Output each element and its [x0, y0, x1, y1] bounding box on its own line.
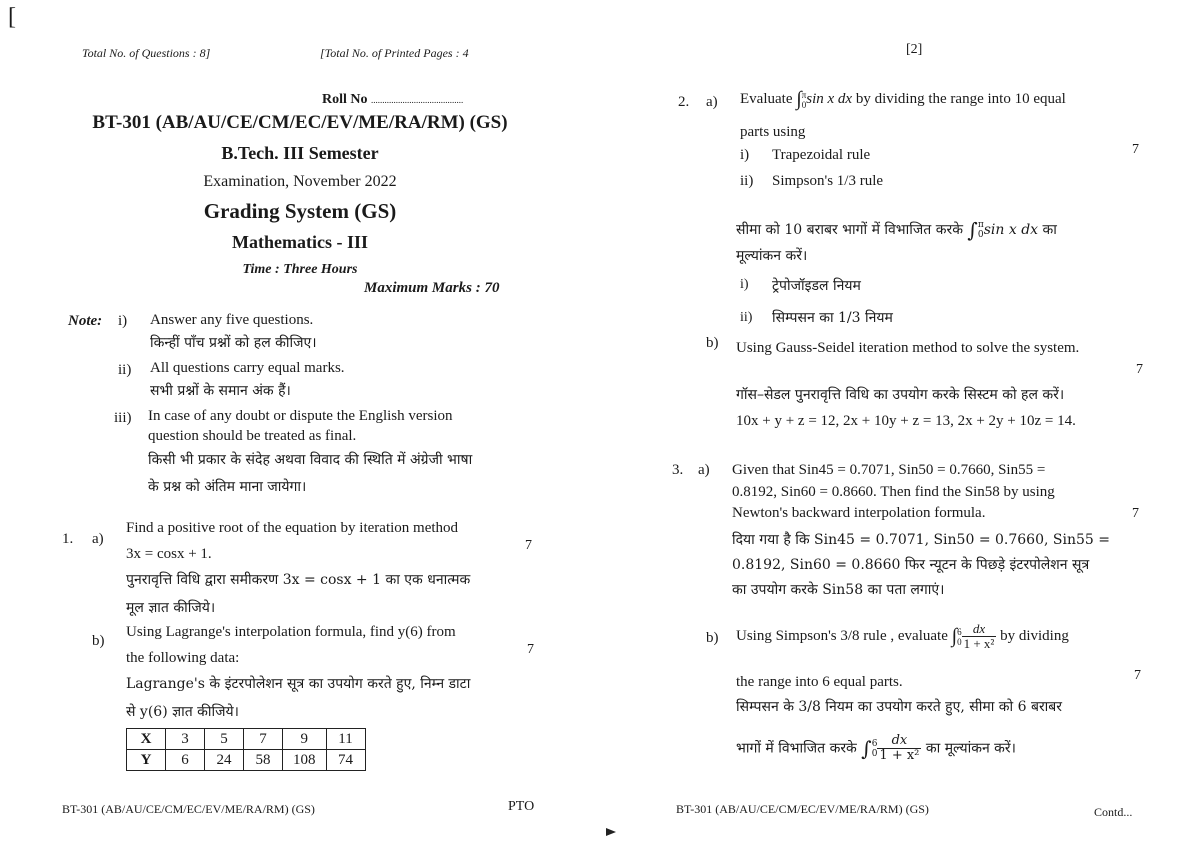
q1a-hi2: मूल ज्ञात कीजिये।	[126, 600, 216, 616]
q3-number: 3.	[672, 462, 684, 478]
integral-limits: π 0	[977, 220, 984, 240]
right-footer-code: BT-301 (AB/AU/CE/CM/EC/EV/ME/RA/RM) (GS)	[676, 802, 929, 816]
q3b-en1: Using Simpson's 3/8 rule , evaluate ∫ 6 0 $\frac{dx}{\text{1 + x²}}$ by dividing	[736, 621, 1069, 651]
table-cell: 3	[166, 729, 205, 750]
table-cell: Y	[127, 750, 166, 771]
q2b-marks: 7	[1136, 362, 1143, 377]
table-cell: 24	[205, 750, 244, 771]
note-1-en: Answer any five questions.	[150, 312, 314, 328]
q2b-en: Using Gauss-Seidel iteration method to solve the system.	[736, 340, 1080, 356]
table-cell: 108	[283, 750, 327, 771]
table-cell: 11	[326, 729, 365, 750]
corner-mark: [	[8, 4, 16, 30]
q1a-en1: Find a positive root of the equation by iteration method	[126, 520, 459, 536]
integral-sign-icon: ∫	[861, 736, 872, 761]
q3b-label: b)	[706, 630, 719, 646]
time: Time : Three Hours	[242, 262, 358, 277]
q1b-en2: the following data:	[126, 650, 240, 666]
note-2-en: All questions carry equal marks.	[150, 360, 345, 376]
right-footer-contd: Contd...	[1094, 805, 1133, 819]
q2a-en1: Evaluate ∫ π 0 sin x dx by dividing the range into 10 equal	[740, 88, 1066, 110]
q3b-en2: the range into 6 equal parts.	[736, 674, 903, 690]
fraction: $\frac{dx}{\text{1 + x²}}$	[963, 621, 995, 651]
note-2-num: ii)	[118, 362, 132, 378]
q1b-marks: 7	[527, 642, 534, 657]
q2b-equations: 10x + y + z = 12, 2x + 10y + z = 13, 2x + 2y + 10z = 14.	[736, 413, 1076, 429]
q2a-hi2: मूल्यांकन करें।	[736, 248, 808, 264]
q3b-hi1: सिम्पसन के 3/8 नियम का उपयोग करते हुए, सीमा को 6 बराबर	[736, 699, 1063, 715]
q2a-hi-ii-num: ii)	[740, 310, 753, 325]
q2a-ii-num: ii)	[740, 173, 754, 189]
note-3-en2: question should be treated as final.	[148, 428, 357, 444]
table-row	[127, 729, 366, 750]
q3a-hi1: दिया गया है कि Sin45 = 0.7071, Sin50 = 0.7660, Sin55 =	[732, 532, 1110, 548]
note-2-hi: सभी प्रश्नों के समान अंक हैं।	[150, 383, 291, 399]
note-3-num: iii)	[114, 410, 132, 426]
exam-title: Examination, November 2022	[203, 173, 397, 190]
q3a-en2: 0.8192, Sin60 = 0.8660. Then find the Sin58 by using	[732, 484, 1055, 500]
q2a-marks: 7	[1132, 142, 1139, 157]
q1b-en1: Using Lagrange's interpolation formula, find y(6) from	[126, 624, 456, 640]
q3a-en3: Newton's backward interpolation formula.	[732, 505, 986, 521]
note-1-num: i)	[118, 313, 128, 329]
q1a-marks: 7	[525, 538, 532, 553]
max-marks: Maximum Marks : 70	[364, 280, 500, 296]
q3b-hi2: भागों में विभाजित करके ∫ 6 0 $\frac{dx}{\text{1 + x²}}$ का मूल्यांकन करें।	[736, 733, 1016, 763]
table-cell: 5	[205, 729, 244, 750]
integral-limits: π 0	[801, 89, 807, 110]
q2a-label: a)	[706, 94, 718, 110]
q2a-en2: parts using	[740, 124, 806, 140]
total-questions: Total No. of Questions : 8]	[82, 46, 211, 60]
q1b-label: b)	[92, 633, 105, 649]
q3a-marks: 7	[1132, 506, 1139, 521]
page-number: [2]	[906, 42, 923, 57]
table-cell: X	[127, 729, 166, 750]
note-3-hi1: किसी भी प्रकार के संदेह अथवा विवाद की स्थिति में अंग्रेजी भाषा	[148, 452, 473, 468]
left-footer-code: BT-301 (AB/AU/CE/CM/EC/EV/ME/RA/RM) (GS)	[62, 802, 315, 816]
note-1-hi: किन्हीं पाँच प्रश्नों को हल कीजिए।	[150, 335, 317, 351]
total-pages: [Total No. of Printed Pages : 4	[320, 46, 469, 60]
right-page	[600, 0, 1200, 849]
note-3-en1: In case of any doubt or dispute the English version	[148, 408, 453, 424]
table-cell: 58	[244, 750, 283, 771]
q3a-hi3: का उपयोग करके Sin58 का पता लगाएं।	[732, 582, 945, 598]
integral-limits: 6 0	[957, 626, 962, 647]
q1a-label: a)	[92, 531, 104, 547]
paper-code: BT-301 (AB/AU/CE/CM/EC/EV/ME/RA/RM) (GS)	[92, 112, 508, 133]
system-title: Grading System (GS)	[203, 199, 397, 223]
q3b-marks: 7	[1134, 668, 1141, 683]
q2a-ii-text: Simpson's 1/3 rule	[772, 173, 884, 189]
roll-no-label: Roll No .........................................	[322, 92, 464, 107]
integral-sign-icon: ∫	[967, 218, 978, 242]
table-cell: 6	[166, 750, 205, 771]
q2a-hi-i-num: i)	[740, 277, 749, 292]
note-label: Note:	[68, 313, 103, 329]
integral-sign-icon: ∫	[951, 625, 958, 647]
q3a-hi2: 0.8192, Sin60 = 0.8660 फिर न्यूटन के पिछड़े इंटरपोलेशन सूत्र	[732, 557, 1090, 573]
table-cell: 74	[326, 750, 365, 771]
q2b-hi: गॉस–सेडल पुनरावृत्ति विधि का उपयोग करके सिस्टम को हल करें।	[736, 387, 1065, 403]
integral-sign-icon: ∫	[796, 88, 802, 110]
left-footer-pto: PTO	[508, 799, 535, 814]
note-3-hi2: के प्रश्न को अंतिम माना जायेगा।	[148, 479, 307, 495]
program: B.Tech. III Semester	[221, 143, 379, 163]
q2-number: 2.	[678, 94, 690, 110]
q1-number: 1.	[62, 531, 74, 547]
table-cell: 7	[244, 729, 283, 750]
q2a-hi-ii-text: सिम्पसन का 1/3 नियम	[772, 310, 893, 326]
q3a-en1: Given that Sin45 = 0.7071, Sin50 = 0.7660, Sin55 =	[732, 462, 1046, 478]
q1b-hi1: Lagrange's के इंटरपोलेशन सूत्र का उपयोग करते हुए, निम्न डाटा	[126, 676, 471, 692]
q2a-hi1: सीमा को 10 बराबर भागों में विभाजित करके ∫ π 0 sin x dx का	[736, 218, 1057, 242]
q1a-hi1: पुनरावृत्ति विधि द्वारा समीकरण 3x = cosx + 1 का एक धनात्मक	[126, 572, 471, 588]
fraction: $\frac{dx}{\text{1 + x²}}$	[879, 733, 920, 763]
integral-limits: 6 0	[871, 738, 878, 759]
q1b-hi2: से y(6) ज्ञात कीजिये।	[126, 704, 239, 720]
table-row	[127, 750, 366, 771]
q2a-i-text: Trapezoidal rule	[772, 147, 871, 163]
q3a-label: a)	[698, 462, 710, 478]
q2b-label: b)	[706, 335, 719, 351]
table-cell: 9	[283, 729, 327, 750]
subject-title: Mathematics - III	[232, 232, 368, 252]
q2a-hi-i-text: ट्रेपोजॉइडल नियम	[772, 278, 861, 294]
arrow-mark-icon	[606, 828, 616, 836]
data-table	[126, 728, 366, 771]
q1a-en2: 3x = cosx + 1.	[126, 546, 212, 562]
q2a-i-num: i)	[740, 147, 750, 163]
